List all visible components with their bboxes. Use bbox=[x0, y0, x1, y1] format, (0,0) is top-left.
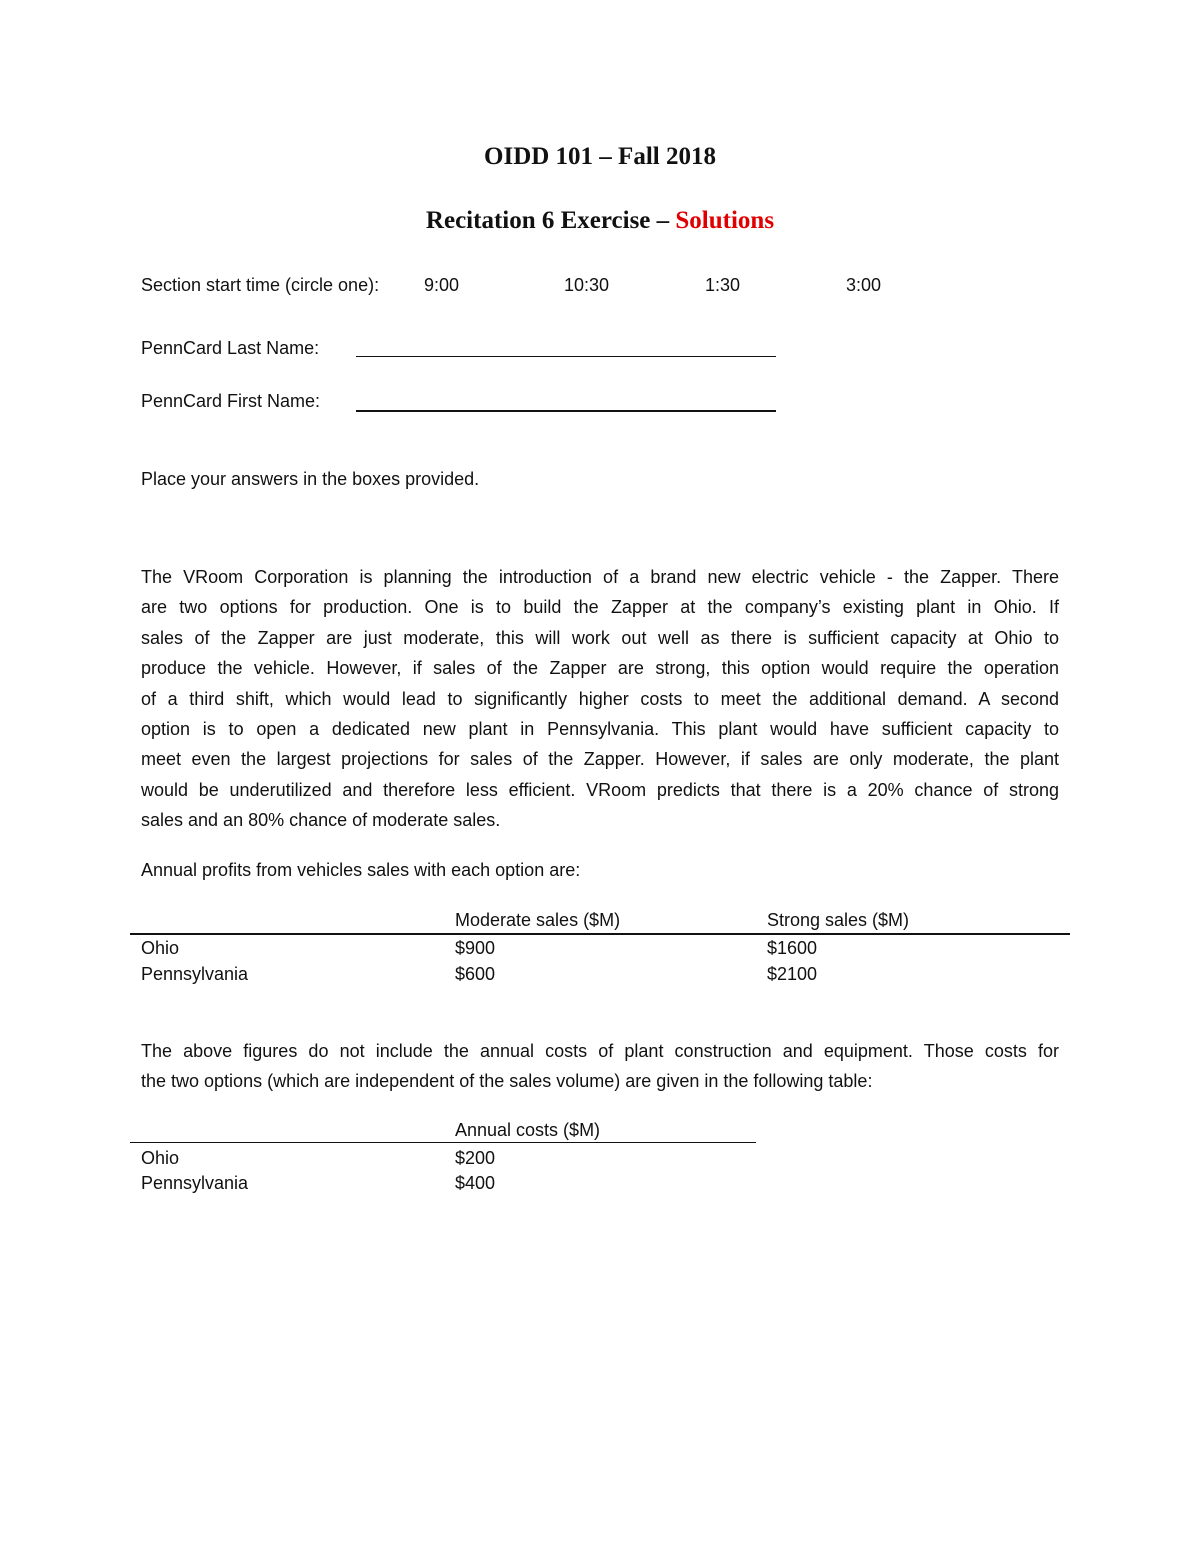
section-time-label: Section start time (circle one): bbox=[141, 275, 380, 295]
column-header-annual-costs: Annual costs ($M) bbox=[455, 1120, 601, 1140]
recitation-title bbox=[0, 207, 1200, 235]
paragraph-line: sales of the Zapper are just moderate, this will work out well as there is sufficient capacity at Ohio to bbox=[141, 627, 1059, 648]
recitation-title-text: Recitation 6 Exercise – bbox=[425, 207, 676, 234]
cell-ohio-strong: $1600 bbox=[767, 938, 818, 958]
solutions-label: Solutions bbox=[675, 207, 775, 234]
paragraph-line: The above figures do not include the annual costs of plant construction and equipment. Those costs for bbox=[141, 1041, 1059, 1061]
cell-ohio-moderate: $900 bbox=[455, 938, 496, 958]
row-label-pennsylvania: Pennsylvania bbox=[141, 1173, 249, 1193]
course-title: OIDD 101 – Fall 2018 bbox=[484, 143, 716, 170]
time-option-130[interactable]: 1:30 bbox=[705, 275, 741, 295]
row-label-ohio: Ohio bbox=[141, 1148, 180, 1168]
last-name-label: PennCard Last Name: bbox=[141, 338, 320, 358]
instructions-text: Place your answers in the boxes provided. bbox=[141, 469, 480, 489]
profits-intro: Annual profits from vehicles sales with each option are: bbox=[141, 860, 581, 880]
row-label-ohio: Ohio bbox=[141, 938, 180, 958]
intro-paragraph bbox=[141, 562, 1059, 836]
time-option-900[interactable]: 9:00 bbox=[424, 275, 460, 295]
cell-ohio-cost: $200 bbox=[455, 1148, 496, 1168]
costs-header-rule bbox=[130, 1142, 756, 1143]
paragraph-line: of a third shift, which would lead to significantly higher costs to meet the additional demand. A second bbox=[141, 688, 1059, 709]
column-header-strong: Strong sales ($M) bbox=[767, 910, 910, 930]
cell-pennsylvania-moderate: $600 bbox=[455, 964, 496, 984]
first-name-label: PennCard First Name: bbox=[141, 391, 321, 411]
row-label-pennsylvania: Pennsylvania bbox=[141, 964, 249, 984]
paragraph-line: would be underutilized and therefore less efficient. VRoom predicts that there is a 20% chance of strong bbox=[141, 779, 1059, 800]
table-header-rule bbox=[130, 933, 1070, 935]
last-name-field[interactable] bbox=[356, 356, 776, 357]
paragraph-line: The VRoom Corporation is planning the introduction of a brand new electric vehicle - the Zapper. There bbox=[141, 567, 1059, 587]
time-option-300[interactable]: 3:00 bbox=[846, 275, 882, 295]
paragraph-line: are two options for production. One is to build the Zapper at the company’s existing plant in Ohio. If bbox=[141, 597, 1059, 618]
paragraph-line: option is to open a dedicated new plant in Pennsylvania. This plant would have sufficient capacity to bbox=[141, 718, 1059, 739]
paragraph-line: the two options (which are independent of the sales volume) are given in the following table: bbox=[141, 1071, 873, 1092]
paragraph-line: sales and an 80% chance of moderate sales. bbox=[141, 810, 501, 831]
cell-pennsylvania-cost: $400 bbox=[455, 1173, 496, 1193]
paragraph-line: produce the vehicle. However, if sales of the Zapper are strong, this option would require the operation bbox=[141, 658, 1059, 679]
paragraph-line: meet even the largest projections for sales of the Zapper. However, if sales are only moderate, the plant bbox=[141, 749, 1059, 770]
time-option-1030[interactable]: 10:30 bbox=[564, 275, 610, 295]
column-header-moderate: Moderate sales ($M) bbox=[455, 910, 621, 930]
costs-paragraph bbox=[141, 1036, 1059, 1097]
cell-pennsylvania-strong: $2100 bbox=[767, 964, 818, 984]
first-name-field[interactable] bbox=[356, 410, 776, 412]
